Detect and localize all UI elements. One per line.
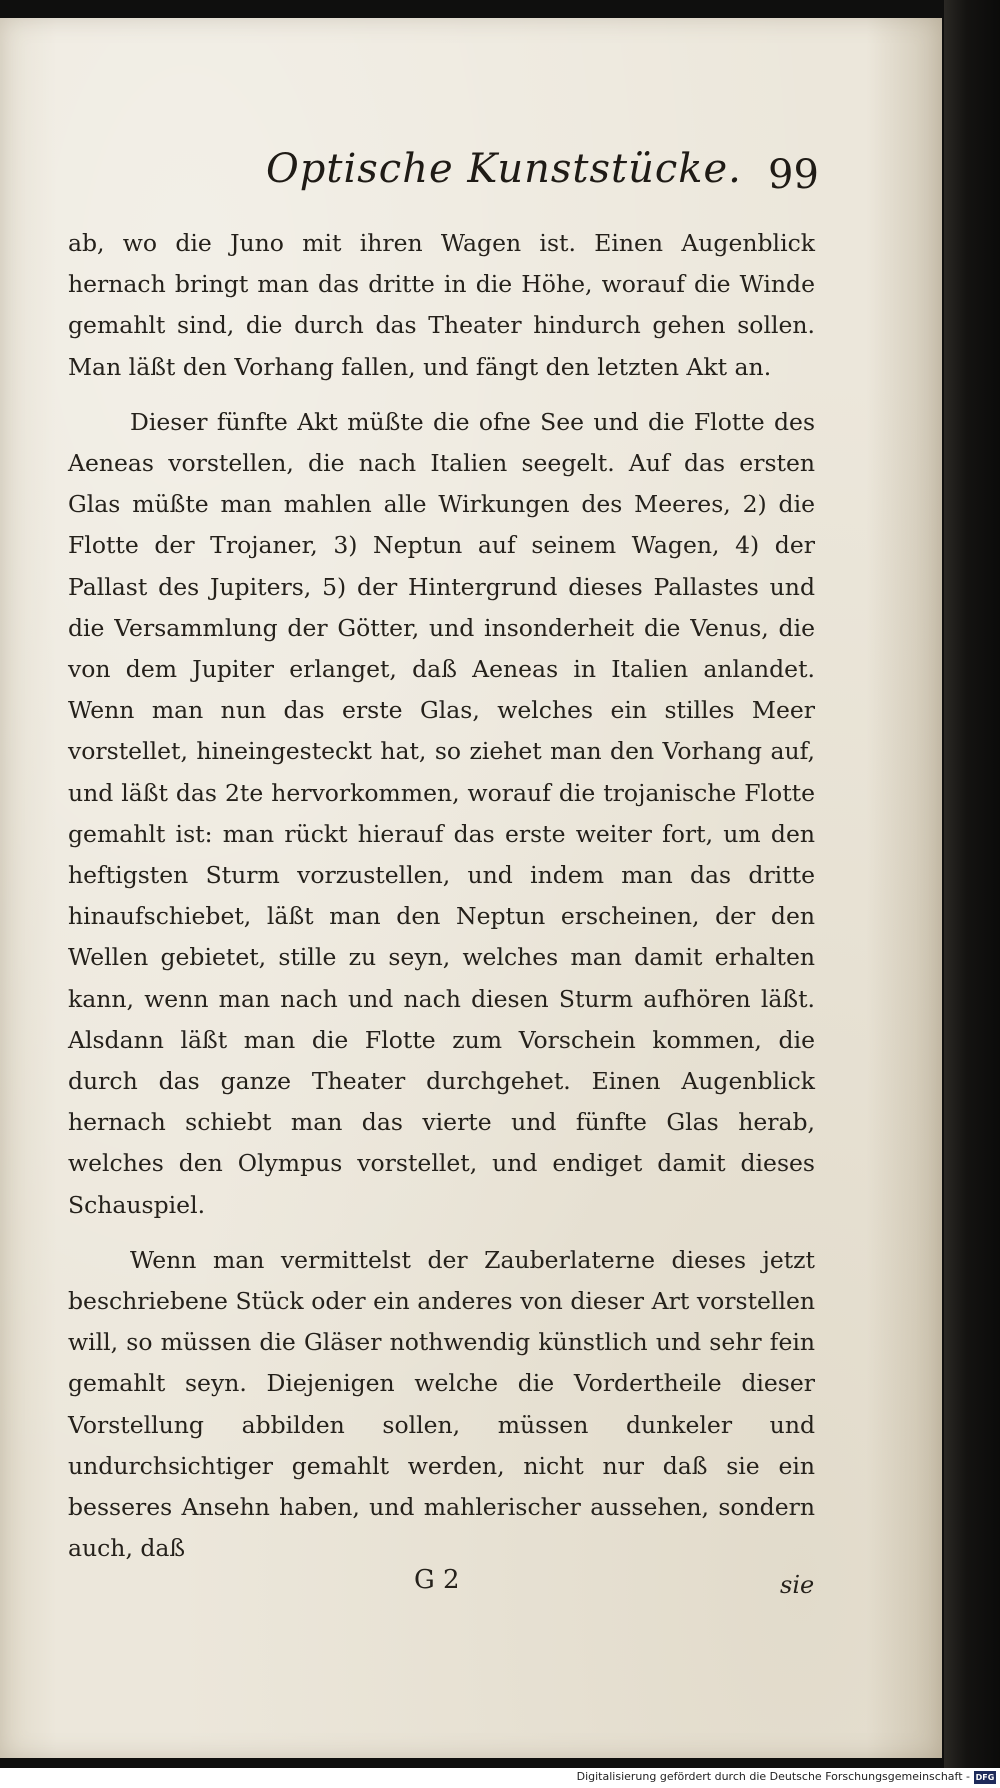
body-text — [68, 223, 815, 1570]
signature-mark: G 2 — [414, 1565, 460, 1595]
book-page — [0, 18, 942, 1758]
paragraph-continuation: ab, wo die Juno mit ihren Wagen ist. Einen Augenblick hernach bringt man das dritte in die Höhe, worauf die Winde gemahlt sind, die durch das Theater hindurch gehen sollen. Man läßt den Vorhang fallen, und fängt den letzten Akt an. — [68, 229, 815, 381]
dfg-credit-text: Digitalisierung gefördert durch die Deutsche Forschungsgemeinschaft - — [576, 1770, 970, 1783]
scan-edge-shadow — [944, 0, 1000, 1788]
page-number: 99 — [768, 152, 819, 198]
running-head — [0, 146, 942, 206]
catchword: sie — [780, 1571, 815, 1599]
paragraph-magic-lantern: Wenn man vermittelst der Zauberlaterne dieses jetzt beschriebene Stück oder ein anderes von dieser Art vorstellen will, so müssen die Gläser nothwendig künstlich und sehr fein gemahlt seyn. Diejenigen welche die Vordertheile dieser Vorstellung abbilden sollen, müssen dunkeler und undurchsichtiger gemahlt werden, nicht nur daß sie ein besseres Ansehn haben, und mahlerischer aussehen, sondern auch, daß — [68, 1245, 815, 1563]
dfg-logo-icon: DFG — [975, 1773, 995, 1782]
paragraph-fifth-act: Dieser fünfte Akt müßte die ofne See und die Flotte des Aeneas vorstellen, die nach Italien seegelt. Auf das ersten Glas müßte man mahlen alle Wirkungen des Meeres, 2) die Flotte der Trojaner, 3) Neptun auf seinem Wagen, 4) der Pallast des Jupiters, 5) der Hintergrund dieses Pallastes und die Versammlung der Götter, und insonderheit die Venus, die von dem Jupiter erlanget, daß Aeneas in Italien anlandet. Wenn man nun das erste Glas, welches ein stilles Meer vorstellet, hineingesteckt hat, so ziehet man den Vorhang auf, und läßt das 2te hervorkommen, worauf die trojanische Flotte gemahlt ist: man rückt hierauf das erste weiter fort, um den heftigsten Sturm vorzustellen, und indem man das dritte hinaufschiebet, läßt man den Neptun erscheinen, der den Wellen gebietet, stille zu seyn, welches man damit erhalten kann, wenn man nach und nach diesen Sturm aufhören läßt. Alsdann läßt man die Flotte zum Vorschein kommen, die durch das ganze Theater durchgehet. Einen Augenblick hernach schiebt man das vierte und fünfte Glas herab, welches den Olympus vorstellet, und endiget damit dieses Schauspiel. — [68, 407, 815, 1219]
running-title: Optische Kunststücke. — [266, 146, 742, 192]
digitization-footer — [0, 1768, 1000, 1788]
